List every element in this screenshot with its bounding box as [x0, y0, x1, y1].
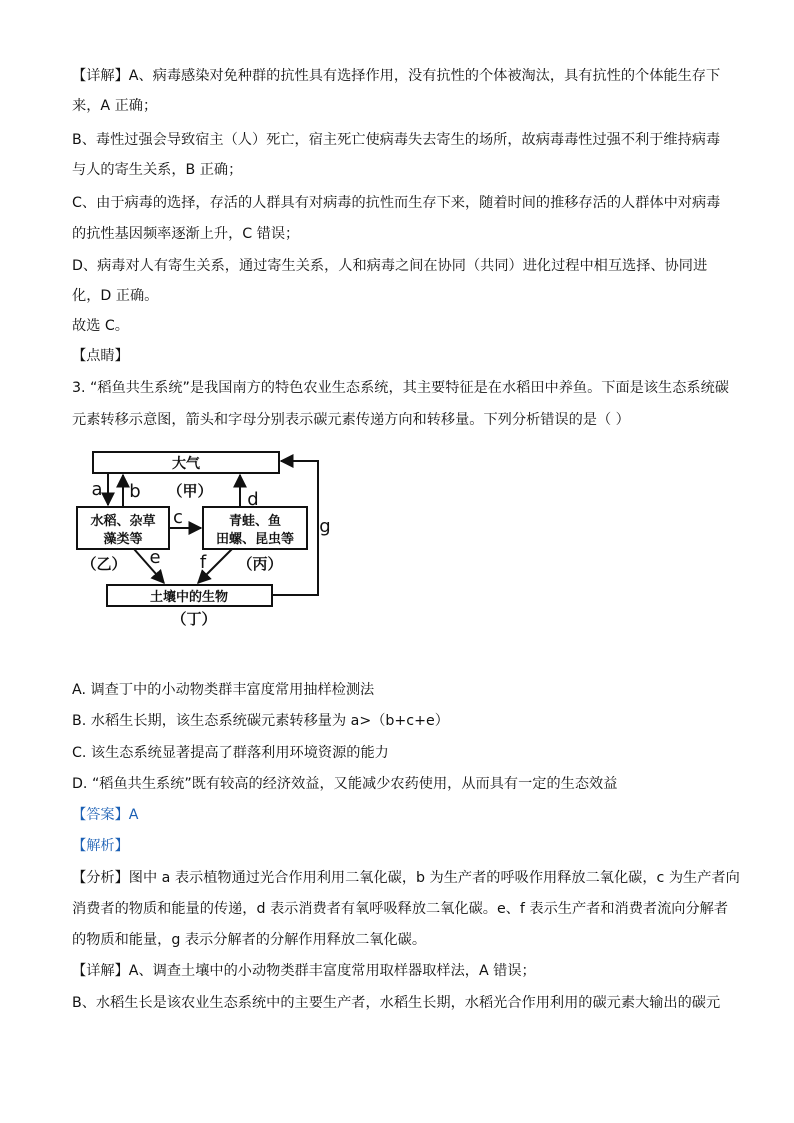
- text-line: 的抗性基因频率逐渐上升，C 错误；: [72, 226, 300, 242]
- consumer-tag: （丙）: [237, 555, 283, 573]
- label-e: e: [149, 547, 161, 568]
- text-line: B、毒性过强会导致宿主（人）死亡，宿主死亡使病毒失去寄生的场所，故病毒毒性过强不利于维持病毒: [72, 132, 721, 148]
- consumer-label-1: 青蛙、鱼: [228, 514, 282, 529]
- decomposer-tag: （丁）: [171, 610, 217, 628]
- text-line: C、由于病毒的选择，存活的人群具有对病毒的抗性而生存下来，随着时间的推移存活的人群体中对病毒: [72, 195, 721, 211]
- atmosphere-tag: （甲）: [167, 482, 213, 500]
- label-a: a: [91, 479, 103, 500]
- text-line: 化，D 正确。: [72, 288, 159, 304]
- option-c: C. 该生态系统显著提高了群落利用环境资源的能力: [72, 745, 389, 761]
- producer-label-2: 藻类等: [103, 532, 143, 547]
- producer-tag: （乙）: [81, 555, 127, 573]
- producer-label-1: 水稻、杂草: [90, 514, 156, 529]
- analysis-line: 消费者的物质和能量的传递，d 表示消费者有氧呼吸释放二氧化碳。e、f 表示生产者和消费者流向分解者: [72, 901, 729, 917]
- option-b: B. 水稻生长期，该生态系统碳元素转移量为 a>（b+c+e）: [72, 713, 449, 729]
- analysis-line: B、水稻生长是该农业生态系统中的主要生产者，水稻生长期，水稻光合作用利用的碳元素大输出的碳元: [72, 995, 721, 1011]
- text-line: D、病毒对人有寄生关系，通过寄生关系，人和病毒之间在协同（共同）进化过程中相互选择、协同进: [72, 258, 708, 274]
- text-line: 故选 C。: [72, 318, 129, 334]
- text-line: 与人的寄生关系，B 正确；: [72, 162, 243, 178]
- text-line: 【详解】A、病毒感染对免种群的抗性具有选择作用，没有抗性的个体被淘汰，具有抗性的个体能生存下: [72, 68, 721, 84]
- analysis-line: 的物质和能量，g 表示分解者的分解作用释放二氧化碳。: [72, 932, 427, 948]
- section-heading: 【点睛】: [72, 348, 129, 364]
- analysis-line: 【分析】图中 a 表示植物通过光合作用利用二氧化碳，b 为生产者的呼吸作用释放二氧化碳，c 为生产者向: [72, 870, 740, 886]
- decomposer-label: 土壤中的生物: [149, 590, 229, 605]
- consumer-label-2: 田螺、昆虫等: [215, 532, 295, 547]
- label-c: c: [173, 507, 183, 528]
- label-f: f: [199, 552, 207, 573]
- label-d: d: [247, 489, 259, 510]
- answer-line: 【答案】A: [72, 807, 139, 823]
- text-line: 来，A 正确；: [72, 98, 158, 114]
- analysis-line: 【详解】A、调查土壤中的小动物类群丰富度常用取样器取样法，A 错误；: [72, 963, 536, 979]
- atmosphere-label: 大气: [172, 456, 200, 472]
- option-d: D. “稻鱼共生系统”既有较高的经济效益，又能减少农药使用，从而具有一定的生态效益: [72, 776, 618, 792]
- label-g: g: [319, 516, 331, 537]
- question-stem: 元素转移示意图，箭头和字母分别表示碳元素传递方向和转移量。下列分析错误的是（ ）: [72, 412, 630, 428]
- label-b: b: [129, 481, 141, 502]
- question-stem: 3. “稻鱼共生系统”是我国南方的特色农业生态系统，其主要特征是在水稻田中养鱼。下面是该生态系统碳: [72, 380, 729, 396]
- option-a: A. 调查丁中的小动物类群丰富度常用抽样检测法: [72, 682, 375, 698]
- analysis-heading: 【解析】: [72, 838, 129, 854]
- carbon-flow-diagram: [72, 445, 342, 630]
